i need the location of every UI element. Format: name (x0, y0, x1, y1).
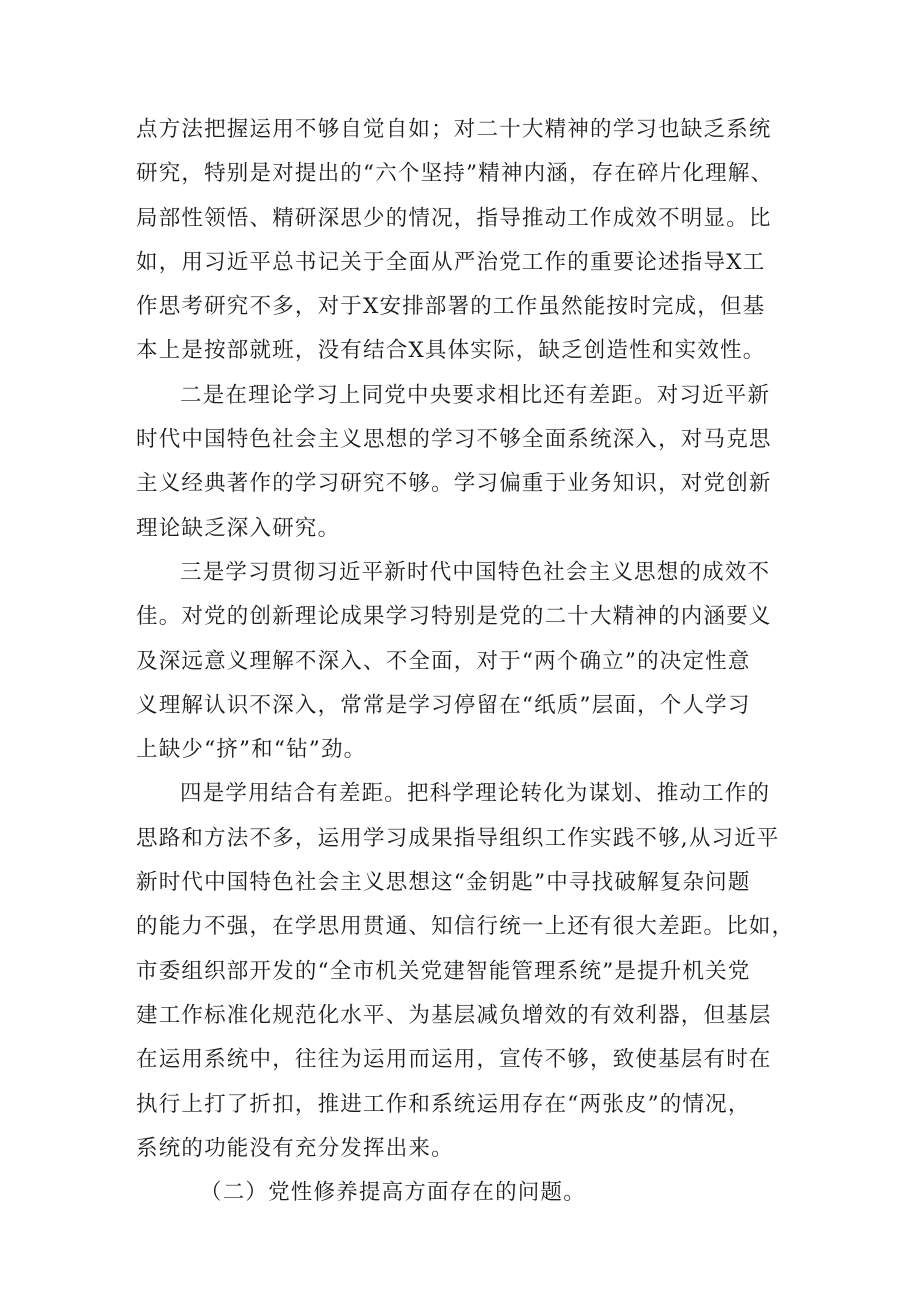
text-line: 研究，特别是对提出的“六个坚持”精神内涵，存在碎片化理解、 (136, 161, 774, 187)
text-line: 局部性领悟、精研深思少的情况，指导推动工作成效不明显。比 (136, 205, 772, 231)
text-line: 执行上打了折扣，推进工作和系统运用存在“两张皮”的情况， (136, 1091, 751, 1117)
text-line: 上缺少“挤”和“钻”劲。 (136, 737, 367, 763)
text-line: 本上是按部就班，没有结合X具体实际，缺乏创造性和实效性。 (136, 338, 766, 364)
text-line: 市委组织部开发的“全市机关党建智能管理系统”是提升机关党 (136, 958, 751, 984)
text-line: 如，用习近平总书记关于全面从严治党工作的重要论述指导X工 (136, 249, 766, 275)
body-text (136, 108, 800, 1215)
text-line: 及深远意义理解不深入、不全面，对于“两个确立”的决定性意 (136, 648, 751, 674)
paragraph-start-line: 四是学用结合有差距。把科学理论转化为谋划、推动工作的 (180, 781, 771, 807)
text-line: 作思考研究不多，对于X安排部署的工作虽然能按时完成，但基 (136, 294, 766, 320)
text-line: 理论缺乏深入研究。 (136, 515, 341, 541)
paragraph-start-line: 二是在理论学习上同党中央要求相比还有差距。对习近平新 (180, 382, 771, 408)
text-line: 时代中国特色社会主义思想的学习不够全面系统深入，对马克思 (136, 427, 772, 453)
text-line: 在运用系统中，往往为运用而运用，宣传不够，致使基层有时在 (136, 1047, 772, 1073)
text-line: 佳。对党的创新理论成果学习特别是党的二十大精神的内涵要义 (136, 604, 772, 630)
text-line: 义理解认识不深入，常常是学习停留在“纸质”层面，个人学习 (136, 692, 751, 718)
section-heading: （二）党性修养提高方面存在的问题。 (200, 1180, 586, 1206)
text-line: 点方法把握运用不够自觉自如；对二十大精神的学习也缺乏系统 (136, 117, 772, 142)
paragraph-start-line: 三是学习贯彻习近平新时代中国特色社会主义思想的成效不 (180, 559, 771, 585)
text-line: 的能力不强，在学思用贯通、知信行统一上还有很大差距。比如， (136, 914, 795, 940)
text-line: 建工作标准化规范化水平、为基层减负增效的有效利器，但基层 (136, 1002, 772, 1028)
text-line: 新时代中国特色社会主义思想这“金钥匙”中寻找破解复杂问题 (136, 870, 751, 896)
text-line: 系统的功能没有充分发挥出来。 (136, 1135, 454, 1161)
text-line: 主义经典著作的学习研究不够。学习偏重于业务知识，对党创新 (136, 471, 772, 497)
text-line: 思路和方法不多，运用学习成果指导组织工作实践不够,从习近平 (136, 825, 780, 851)
